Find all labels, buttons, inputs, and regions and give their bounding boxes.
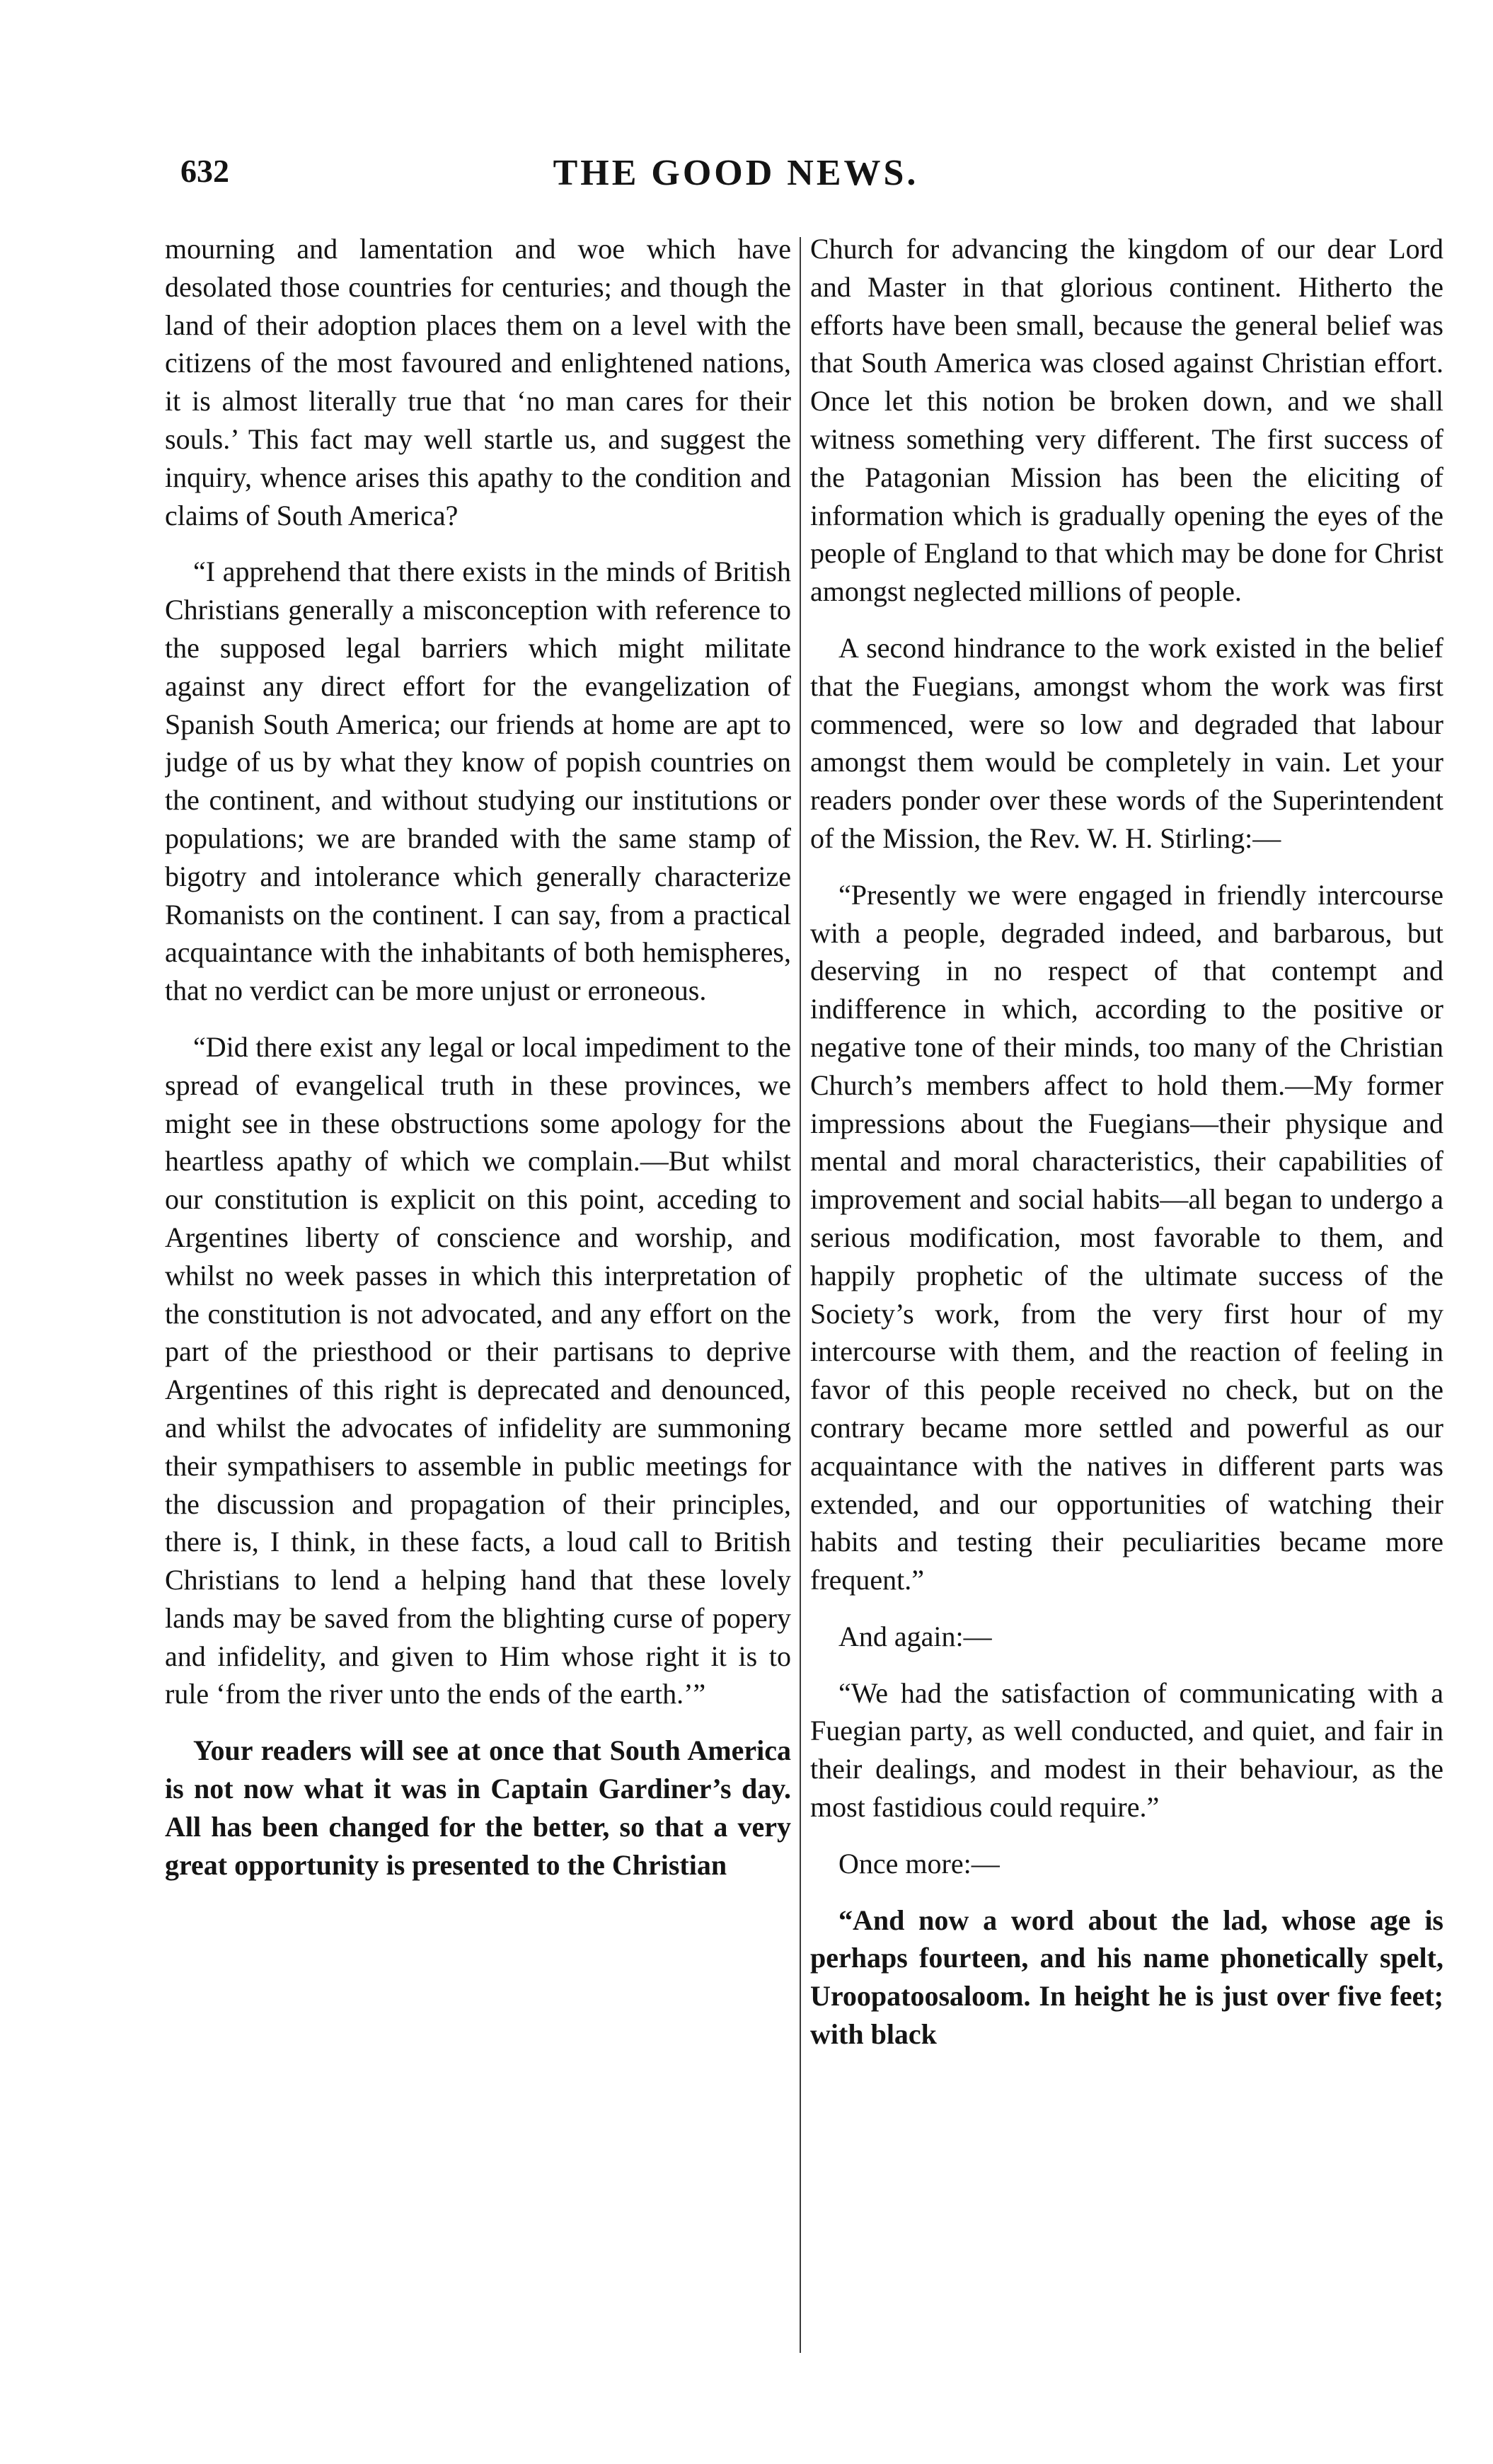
left-paragraph-4: Your readers will see at once that South America is not now what it was in Captain Gardiner’s day. All has been changed for the better, so that a very great opportunity is presented to the Christian bbox=[165, 1734, 791, 1881]
left-paragraph-3: “Did there exist any legal or local impediment to the spread of evangelical truth in these provinces, we might see in these obstructions some apology for the heartless apathy of which we complain.—But whilst our constitution is explicit on this point, acceding to Argentines liberty of conscience and worship, and whilst no week passes in which this interpretation of the constitution is not advocated, and any effort on the part of the priesthood or their partisans to deprive Argentines of this right is deprecated and denounced, and whilst the advocates of infidelity are summoning their sympathisers to assemble in public meetings for the discussion and propagation of their principles, there is, I think, in these facts, a loud call to British Christians to lend a helping hand that these lovely lands may be saved from the blighting curse of popery and infidelity, and given to Him whose right it is to rule ‘from the river unto the ends of the earth.’” bbox=[165, 1030, 791, 1710]
running-header bbox=[163, 152, 1309, 202]
right-paragraph-5: “We had the satisfaction of communicating with a Fuegian party, as well conducted, and quiet, and fair in their dealings, and modest in their behaviour, as the most fastidious could require.” bbox=[810, 1676, 1443, 1824]
right-paragraph-1: Church for advancing the kingdom of our dear Lord and Master in that glorious continent. Hitherto the efforts have been small, because the general belief was that South America was closed against Christian effort. Once let this notion be broken down, and we shall witness something very different. The first success of the Patagonian Mission has been the eliciting of information which is gradually opening the eyes of the people of England to that which may be done for Christ amongst neglected millions of people. bbox=[810, 233, 1443, 608]
right-column bbox=[810, 230, 1443, 2353]
column-rule bbox=[800, 237, 801, 2353]
page-number: 632 bbox=[180, 153, 229, 189]
left-paragraph-2: “I apprehend that there exists in the minds of British Christians generally a misconception with reference to the supposed legal barriers which might militate against any direct effort for the evangelization of Spanish South America; our friends at home are apt to judge of us by what they know of popish countries on the continent, and without studying our institutions or populations; we are branded with the same stamp of bigotry and intolerance which generally characterize Romanists on the continent. I can say, from a practical acquaintance with the inhabitants of both hemispheres, that no verdict can be more unjust or erroneous. bbox=[165, 555, 791, 1007]
left-paragraph-1: mourning and lamentation and woe which have desolated those countries for centuries; and though the land of their adoption places them on a level with the citizens of the most favoured and enlightened nations, it is almost literally true that ‘no man cares for their souls.’ This fact may well startle us, and suggest the inquiry, whence arises this apathy to the condition and claims of South America? bbox=[165, 233, 791, 531]
running-title: THE GOOD NEWS. bbox=[553, 153, 919, 193]
right-paragraph-6: Once more:— bbox=[838, 1847, 1000, 1879]
left-column bbox=[165, 230, 791, 2353]
right-paragraph-2: A second hindrance to the work existed in the belief that the Fuegians, amongst whom the work was first commenced, were so low and degraded that labour amongst them would be completely in vain. Let your readers ponder over these words of the Superintendent of the Mission, the Rev. W. H. Stirling:— bbox=[810, 631, 1443, 854]
right-paragraph-4: And again:— bbox=[838, 1620, 992, 1652]
right-paragraph-7: “And now a word about the lad, whose age is perhaps fourteen, and his name phonetically spelt, Uroopatoosaloom. In height he is just over five feet; with black bbox=[810, 1904, 1443, 2051]
right-paragraph-3: “Presently we were engaged in friendly intercourse with a people, degraded indeed, and barbarous, but deserving in no respect of that contempt and indifference in which, according to the positive or negative tone of their minds, too many of the Christian Church’s members affect to hold them.—My former impressions about the Fuegians—their physique and mental and moral characteristics, their capabilities of improvement and social habits—all began to undergo a serious modification, most favorable to them, and happily prophetic of the ultimate success of the Society’s work, from the very first hour of my intercourse with them, and the reaction of feeling in favor of this people received no check, but on the contrary became more settled and powerful as our acquaintance with the natives in different parts was extended, and our opportunities of watching their habits and testing their peculiarities became more frequent.” bbox=[810, 878, 1443, 1596]
